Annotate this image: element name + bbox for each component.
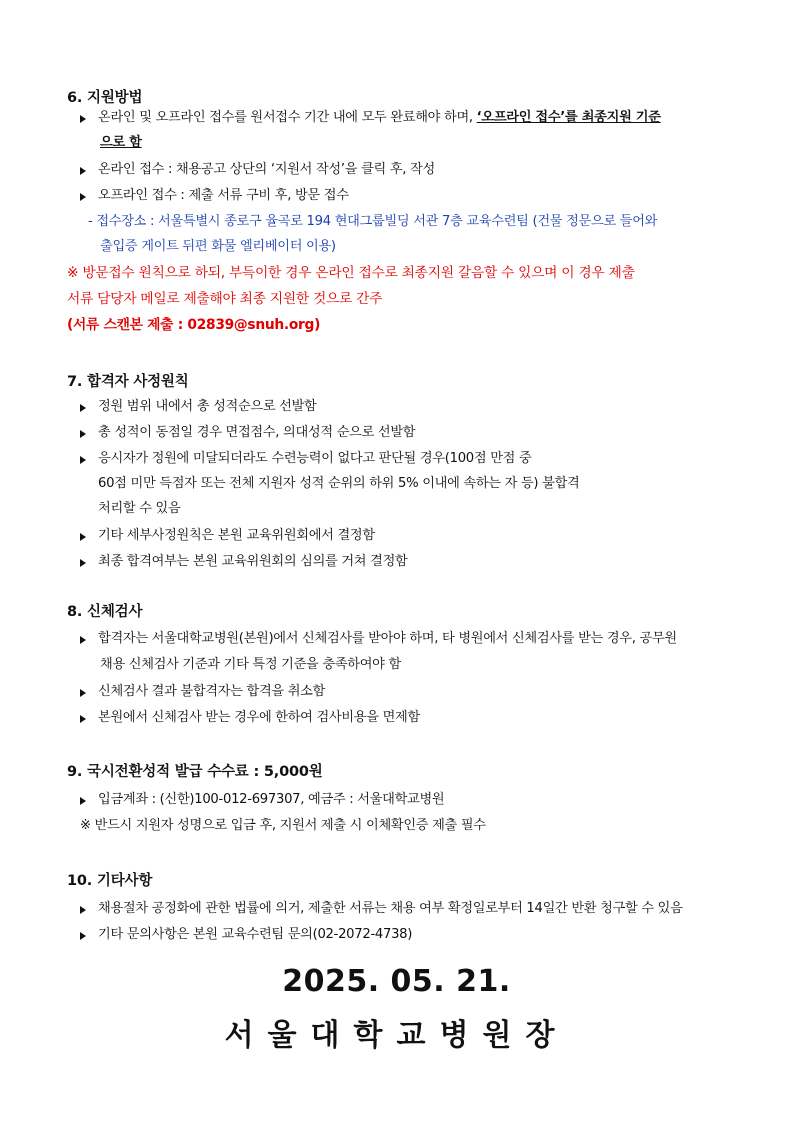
bullet-triangle-icon	[80, 533, 86, 541]
s6-b1-emphasis: ‘오프라인 접수’를 최종지원 기준	[476, 110, 661, 125]
s7-bullet-4: 기타 세부사정원칙은 본원 교육위원회에서 결정함	[98, 528, 375, 543]
s7-bullet-3-line-3: 처리할 수 있음	[98, 501, 181, 516]
s7-bullet-3-line-1: 응시자가 정원에 미달되더라도 수련능력이 없다고 판단될 경우(100점 만점 중	[98, 451, 532, 466]
bullet-triangle-icon	[80, 115, 86, 123]
s6-bullet-3: 오프라인 접수 : 제출 서류 구비 후, 방문 접수	[98, 188, 349, 203]
s7-bullet-3-line-2: 60점 미만 득점자 또는 전체 지원자 성적 순위의 하위 5% 이내에 속하는 자 등) 불합격	[98, 476, 580, 491]
s7-bullet-2: 총 성적이 동점일 경우 면접점수, 의대성적 순으로 선발함	[98, 425, 416, 440]
s8-bullet-2: 신체검사 결과 불합격자는 합격을 취소함	[98, 684, 326, 699]
s8-bullet-1-line-1: 합격자는 서울대학교병원(본원)에서 신체검사를 받아야 하며, 타 병원에서 신체검사를 받는 경우, 공무원	[98, 631, 677, 646]
bullet-triangle-icon	[80, 430, 86, 438]
bullet-triangle-icon	[80, 559, 86, 567]
bullet-triangle-icon	[80, 797, 86, 805]
s6-note-line-2: 서류 담당자 메일로 제출해야 최종 지원한 것으로 간주	[67, 291, 383, 307]
bullet-triangle-icon	[80, 456, 86, 464]
s9-note: ※ 반드시 지원자 성명으로 입금 후, 지원서 제출 시 이체확인증 제출 필수	[80, 818, 486, 833]
s8-bullet-3: 본원에서 신체검사 받는 경우에 한하여 검사비용을 면제함	[98, 710, 420, 725]
bullet-triangle-icon	[80, 689, 86, 697]
s9-bullet-1: 입금계좌 : (신한)100-012-697307, 예금주 : 서울대학교병원	[98, 792, 445, 807]
s7-bullet-1: 정원 범위 내에서 총 성적순으로 선발함	[98, 399, 317, 414]
s6-bullet-2: 온라인 접수 : 채용공고 상단의 ‘지원서 작성’을 클릭 후, 작성	[98, 162, 435, 177]
bullet-triangle-icon	[80, 906, 86, 914]
s10-bullet-2: 기타 문의사항은 본원 교육수련팀 문의(02-2072-4738)	[98, 927, 413, 942]
s6-place-line-1: - 접수장소 : 서울특별시 종로구 율곡로 194 현대그룹빌딩 서관 7층 교육수련팀 (건물 정문으로 들어와	[88, 214, 658, 229]
s10-bullet-1: 채용절차 공정화에 관한 법률에 의거, 제출한 서류는 채용 여부 확정일로부터 14일간 반환 청구할 수 있음	[98, 901, 683, 916]
s6-note-line-3: (서류 스캔본 제출 : 02839@snuh.org)	[67, 317, 321, 333]
bullet-triangle-icon	[80, 404, 86, 412]
s6-b1-text: 온라인 및 오프라인 접수를 원서접수 기간 내에 모두 완료해야 하며,	[98, 110, 477, 125]
signature: 서울대학교병원장	[224, 1018, 569, 1053]
s6-bullet-1	[98, 108, 661, 128]
s7-bullet-5: 최종 합격여부는 본원 교육위원회의 심의를 거쳐 결정함	[98, 554, 408, 569]
s6-note-line-1: ※ 방문접수 원칙으로 하되, 부득이한 경우 온라인 접수로 최종지원 갈음할 수 있으며 이 경우 제출	[67, 265, 635, 281]
bullet-triangle-icon	[80, 715, 86, 723]
bullet-triangle-icon	[80, 167, 86, 175]
section-10-title: 10. 기타사항	[67, 873, 153, 889]
section-8-title: 8. 신체검사	[67, 604, 143, 620]
s8-bullet-1-line-2: 채용 신체검사 기준과 기타 특정 기준을 충족하여야 함	[100, 657, 401, 672]
s6-b1-emphasis-cont: 으로 함	[100, 135, 142, 150]
bullet-triangle-icon	[80, 636, 86, 644]
bullet-triangle-icon	[80, 193, 86, 201]
section-7-title: 7. 합격자 사정원칙	[67, 374, 189, 390]
section-6-title: 6. 지원방법	[67, 90, 143, 106]
issue-date: 2025. 05. 21.	[282, 964, 511, 999]
s6-place-line-2: 출입증 게이트 뒤편 화물 엘리베이터 이용)	[100, 239, 336, 254]
bullet-triangle-icon	[80, 932, 86, 940]
section-9-title: 9. 국시전환성적 발급 수수료 : 5,000원	[67, 764, 323, 780]
